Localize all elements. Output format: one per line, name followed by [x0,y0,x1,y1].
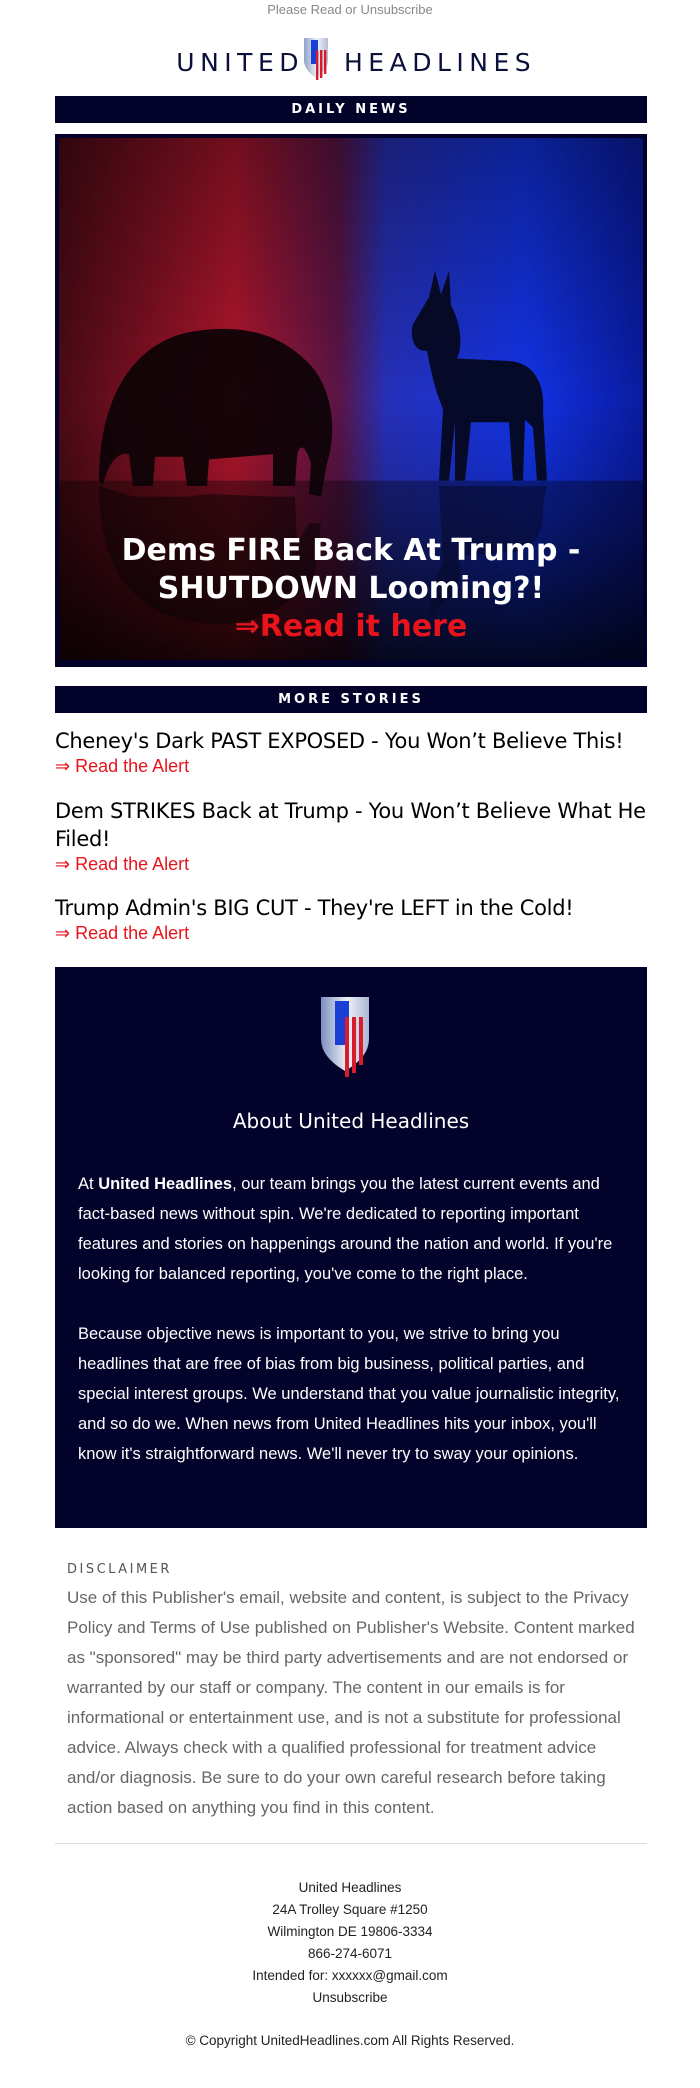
brand-word-right: HEADLINES [344,48,537,77]
story-read-link[interactable]: ⇒ Read the Alert [55,854,190,874]
story-title[interactable]: Cheney's Dark PAST EXPOSED - You Won’t Believe This! [55,729,624,753]
story-title[interactable]: Dem STRIKES Back at Trump - You Won’t Believe What He Filed! [55,799,646,851]
story-item-1 [55,727,647,777]
hero-read-link[interactable]: ⇒Read it here [234,609,468,644]
footer [0,1877,700,2009]
about-paragraph-2: Because objective news is important to you, we strive to bring you headlines that are free of bias from big business, political parties, and special interest groups. We understand that you value journalistic integrity, and so do we. When news from United Headlines hits your inbox, you'll know it's straightforward news. We'll never try to sway your opinions. [78,1325,620,1463]
disclaimer [67,1562,639,1823]
about-section [55,967,647,1528]
story-read-link[interactable]: ⇒ Read the Alert [55,923,190,943]
about-paragraph-1 [78,1169,628,1289]
disclaimer-heading: DISCLAIMER [67,1562,172,1577]
about-p1-prefix: At [78,1175,99,1193]
disclaimer-body: Use of this Publisher's email, website and content, is subject to the Privacy Policy and Terms of Use published on Publisher's Website. Content marked as "sponsored" may be third party advertisements and are not endorsed or warranted by our staff or company. The content in our emails is for informational or entertainment use, and is not a substitute for professional advice. Always check with a qualified professional for treatment advice and/or diagnosis. Be sure to do your own careful research before taking action based on anything you find in this content. [67,1588,635,1817]
footer-intended-for: Intended for: xxxxxx@gmail.com [252,1968,448,1983]
footer-company: United Headlines [298,1880,402,1895]
story-read-link[interactable]: ⇒ Read the Alert [55,756,190,776]
footer-address-2: Wilmington DE 19806-3334 [267,1924,433,1939]
about-p1-bold: United Headlines [98,1175,233,1193]
story-item-2 [55,797,647,875]
copyright: © Copyright UnitedHeadlines.com All Rights Reserved. [185,2033,515,2048]
about-p1-rest: , our team brings you the latest current events and fact-based news without spin. We're dedicated to reporting important features and stories on happenings around the nation and world. If you're looking for balanced reporting, you've come to the right place. [78,1175,613,1283]
daily-news-header: DAILY NEWS [55,96,647,123]
preheader-link[interactable]: Please Read or Unsubscribe [267,2,433,17]
brand-logo[interactable] [0,34,700,86]
divider [55,1843,647,1844]
unsubscribe-link[interactable]: Unsubscribe [312,1990,388,2005]
more-stories-header: MORE STORIES [55,686,647,713]
hero-caption [55,532,647,646]
shield-logo-icon [319,995,383,1079]
story-title[interactable]: Trump Admin's BIG CUT - They're LEFT in the Cold! [55,896,574,920]
footer-phone: 866-274-6071 [307,1946,393,1961]
shield-logo-icon [302,34,334,84]
about-title: About United Headlines [232,1109,470,1133]
brand-word-left: UNITED [176,48,304,77]
footer-address-1: 24A Trolley Square #1250 [272,1902,428,1917]
story-item-3 [55,894,647,944]
hero-headline[interactable]: Dems FIRE Back At Trump - SHUTDOWN Looming?! [121,533,581,606]
